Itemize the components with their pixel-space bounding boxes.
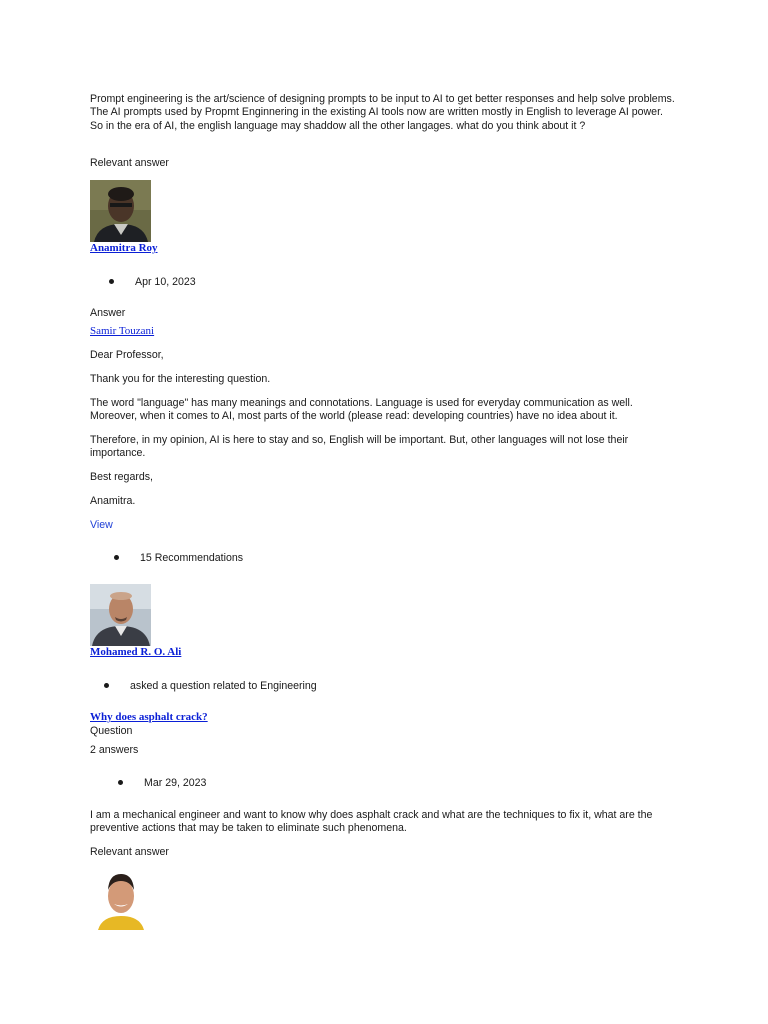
answer-paragraph: Therefore, in my opinion, AI is here to stay and so, English will be important. But, other languages will not lose their importance. (90, 434, 629, 460)
bullet-dot-icon (104, 683, 109, 688)
activity-text: asked a question related to Engineering (130, 680, 317, 692)
mention-link-samir-touzani[interactable]: Samir Touzani (90, 325, 155, 337)
author-link-anamitra-roy[interactable]: Anamitra Roy (90, 242, 158, 254)
view-link[interactable]: View (90, 519, 113, 531)
bullet-dot-icon (114, 555, 119, 560)
answer-paragraph: Anamitra. (90, 495, 136, 507)
answer-paragraph: Thank you for the interesting question. (90, 373, 271, 385)
bullet-dot-icon (109, 279, 114, 284)
question-title-link[interactable]: Why does asphalt crack? (90, 711, 208, 723)
answer-type-label: Answer (90, 307, 126, 319)
answer-paragraph: The word "language" has many meanings and connotations. Language is used for everyday communication as well. Moreover, when it comes to AI, most parts of the world (please read: developing countries) have no idea about it. (90, 397, 633, 423)
date-list-item (109, 276, 196, 288)
avatar-anamitra-roy[interactable] (90, 180, 151, 242)
question-body: Prompt engineering is the art/science of designing prompts to be input to AI to get better responses and help solve problems. The AI prompts used by Propmt Enginnering in the existing AI tools now are written mostly in English to leverage AI power. So in the era of AI, the english language may shaddow all the other langages. what do you think about it ? (90, 93, 675, 132)
activity-list-item (104, 680, 317, 692)
recommendations-list-item (114, 552, 243, 564)
document-page (90, 0, 680, 1024)
question-body: I am a mechanical engineer and want to know why does asphalt crack and what are the techniques to fix it, what are the preventive actions that may be taken to eliminate such phenomena. (90, 809, 653, 835)
date-list-item (118, 777, 206, 789)
relevant-answer-label: Relevant answer (90, 846, 169, 858)
question-date: Mar 29, 2023 (144, 777, 207, 789)
answer-paragraph: Dear Professor, (90, 349, 164, 361)
question-type-label: Question (90, 725, 133, 737)
answer-paragraph: Best regards, (90, 471, 154, 483)
bullet-dot-icon (118, 780, 123, 785)
avatar-mohamed-ali[interactable] (90, 584, 151, 646)
avatar-user[interactable] (90, 866, 151, 930)
answer-date: Apr 10, 2023 (135, 276, 196, 288)
author-link-mohamed-ali[interactable]: Mohamed R. O. Ali (90, 646, 182, 658)
relevant-answer-label: Relevant answer (90, 157, 169, 169)
answers-count: 2 answers (90, 744, 139, 756)
recommendations-count: 15 Recommendations (140, 552, 244, 564)
